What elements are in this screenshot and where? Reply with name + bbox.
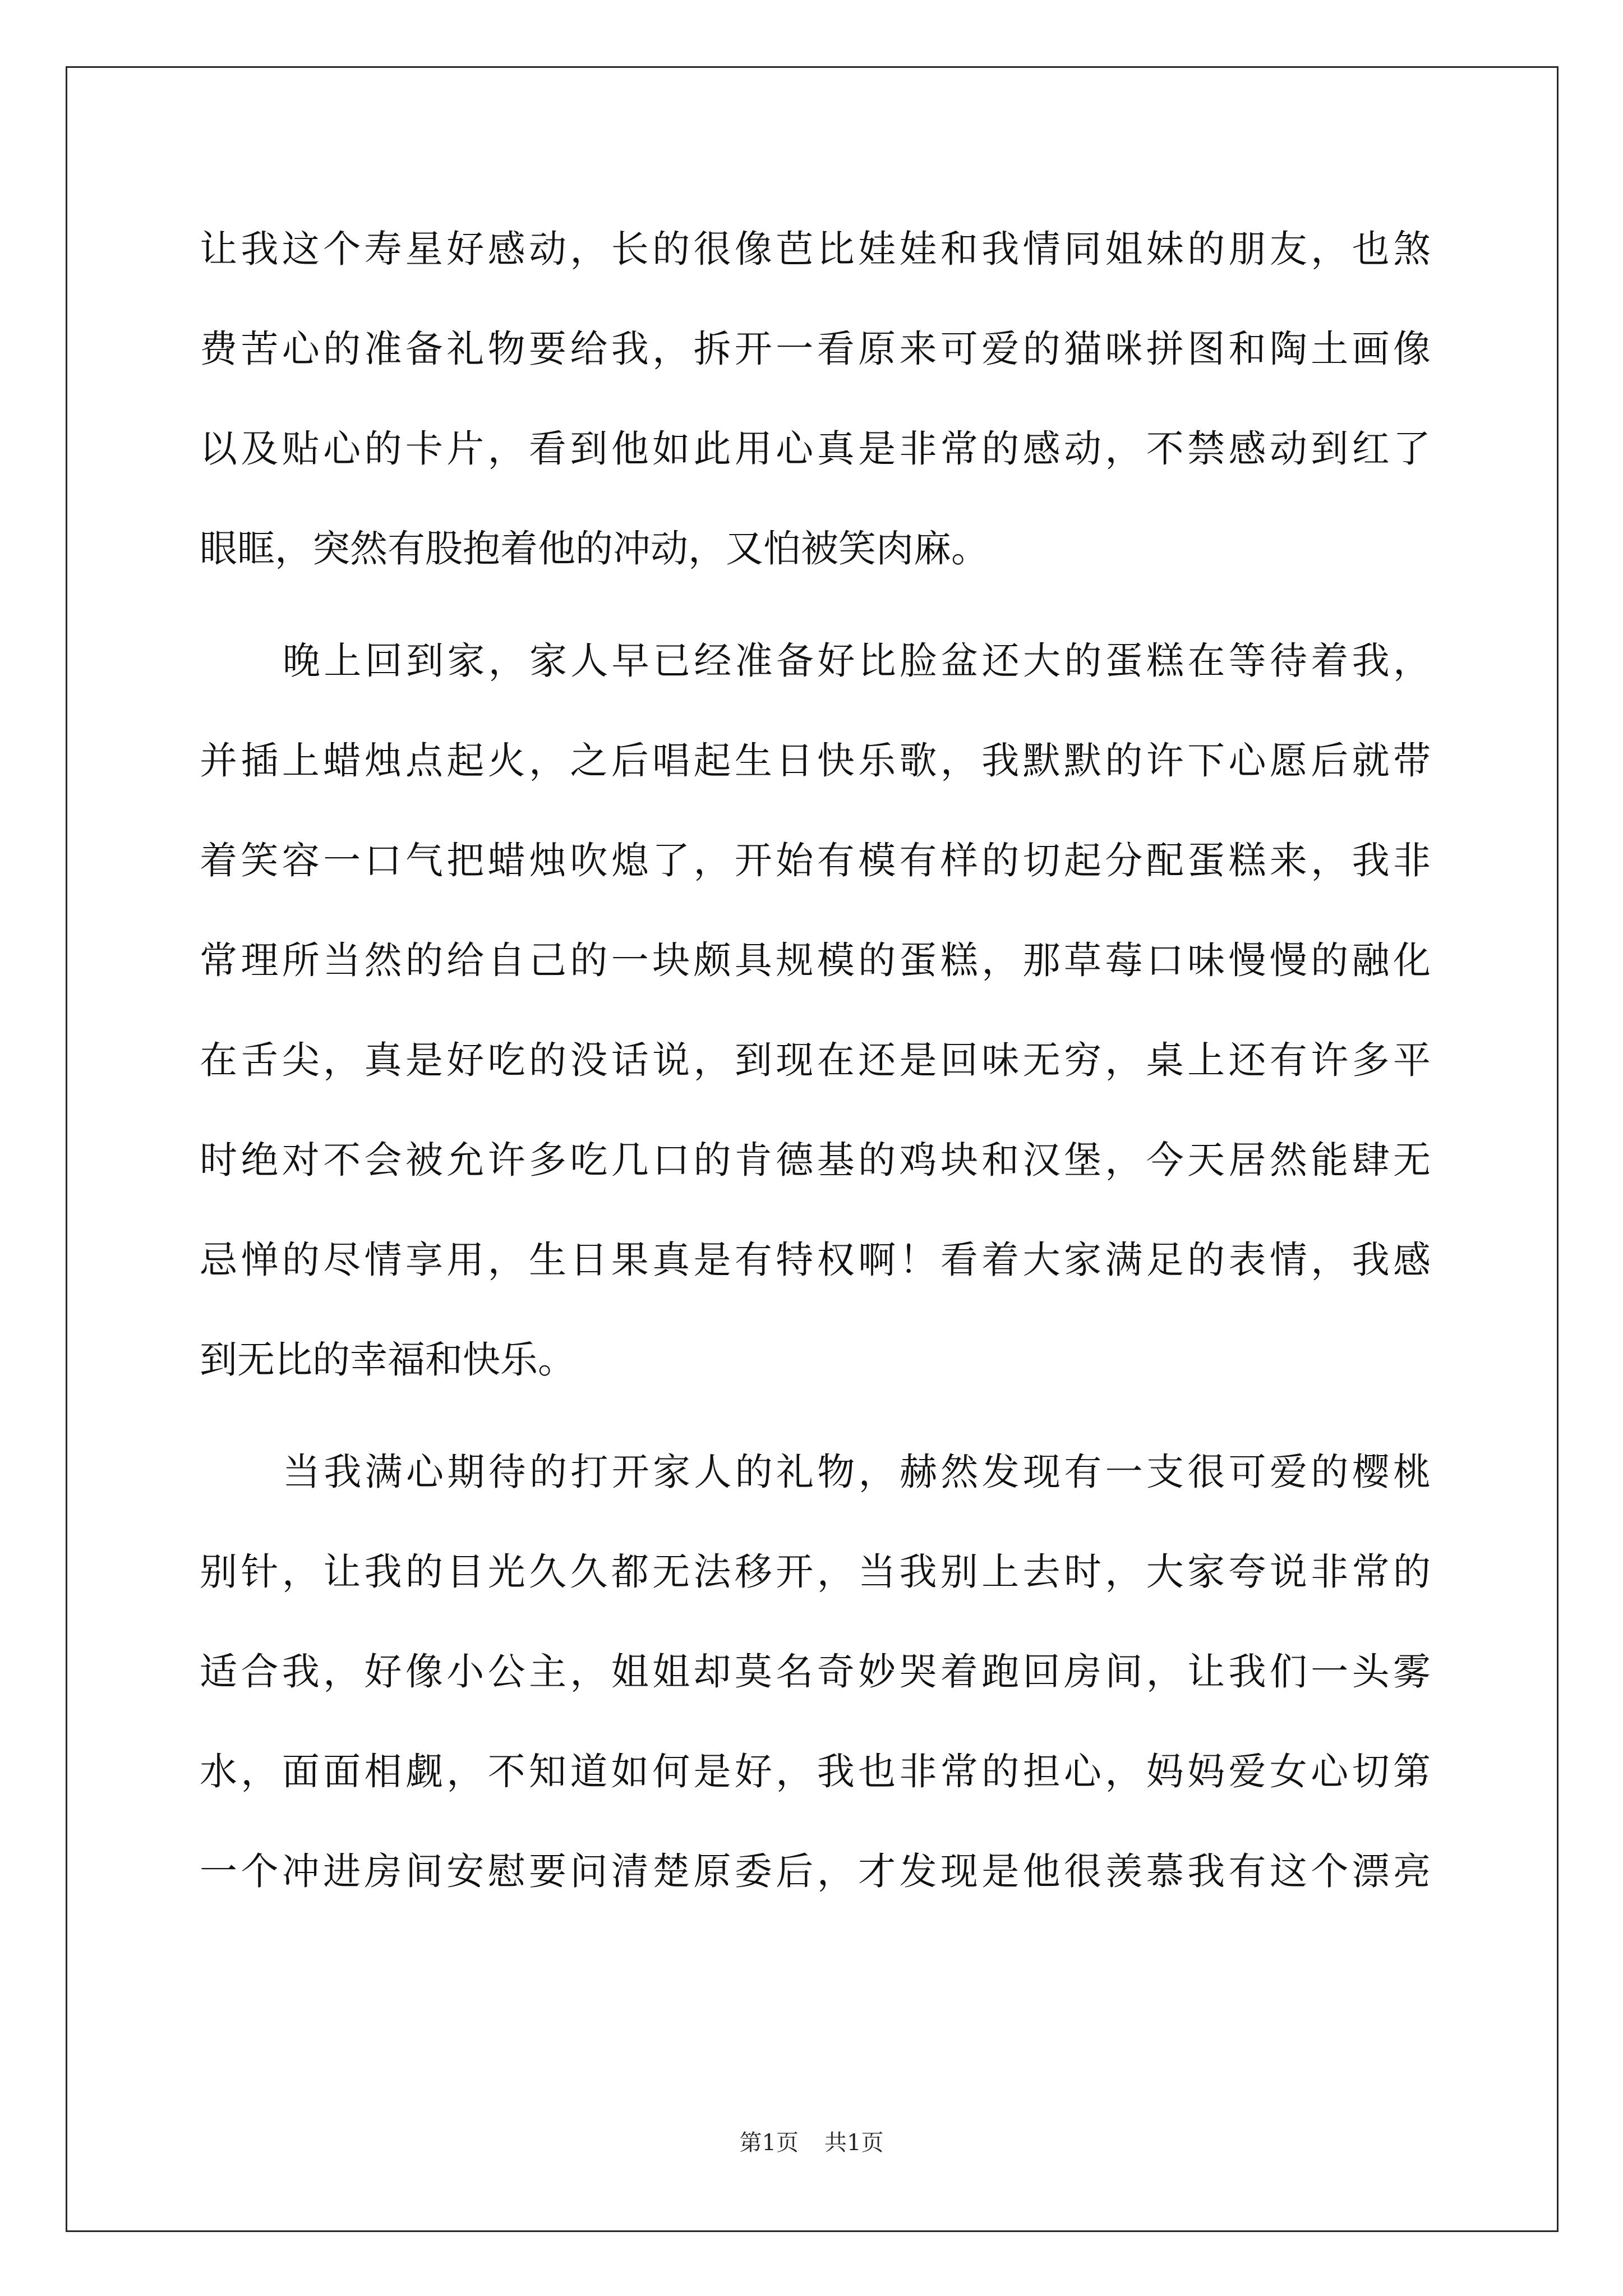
page-footer (0, 2129, 1623, 2157)
text-line: 让我这个寿星好感动，长的很像芭比娃娃和我情同姐妹的朋友，也煞 (200, 227, 1431, 271)
text-line: 一个冲进房间安慰要问清楚原委后，才发现是他很羡慕我有这个漂亮 (200, 1849, 1431, 1893)
text-line: 到无比的幸福和快乐。 (200, 1338, 575, 1382)
page-total: 共1页 (824, 2130, 884, 2156)
text-line: 适合我，好像小公主，姐姐却莫名奇妙哭着跑回房间，让我们一头雾 (200, 1650, 1431, 1694)
text-line: 水，面面相觑，不知道如何是好，我也非常的担心，妈妈爱女心切第 (200, 1750, 1431, 1793)
text-line: 在舌尖，真是好吃的没话说，到现在还是回味无穷，桌上还有许多平 (200, 1038, 1431, 1082)
text-line: 着笑容一口气把蜡烛吹熄了，开始有模有样的切起分配蛋糕来，我非 (200, 839, 1431, 882)
text-line: 别针，让我的目光久久都无法移开，当我别上去时，大家夸说非常的 (200, 1550, 1431, 1594)
text-line: 当我满心期待的打开家人的礼物，赫然发现有一支很可爱的樱桃 (283, 1450, 1431, 1494)
text-line: 晚上回到家，家人早已经准备好比脸盆还大的蛋糕在等待着我， (283, 639, 1431, 683)
text-line: 时绝对不会被允许多吃几口的肯德基的鸡块和汉堡，今天居然能肆无 (200, 1138, 1431, 1182)
page-number: 第1页 (739, 2130, 799, 2156)
text-line: 常理所当然的给自己的一块颇具规模的蛋糕，那草莓口味慢慢的融化 (200, 938, 1431, 982)
text-line: 费苦心的准备礼物要给我，拆开一看原来可爱的猫咪拼图和陶土画像 (200, 327, 1431, 371)
paragraph-3 (200, 1422, 1431, 1921)
text-line: 以及贴心的卡片，看到他如此用心真是非常的感动，不禁感动到红了 (200, 427, 1431, 471)
paragraph-2 (200, 611, 1431, 1410)
text-line: 并插上蜡烛点起火，之后唱起生日快乐歌，我默默的许下心愿后就带 (200, 739, 1431, 783)
document-body (200, 199, 1431, 1921)
paragraph-1 (200, 199, 1431, 599)
text-line: 眼眶，突然有股抱着他的冲动，又怕被笑肉麻。 (200, 527, 989, 570)
text-line: 忌惮的尽情享用，生日果真是有特权啊！看着大家满足的表情，我感 (200, 1238, 1431, 1282)
